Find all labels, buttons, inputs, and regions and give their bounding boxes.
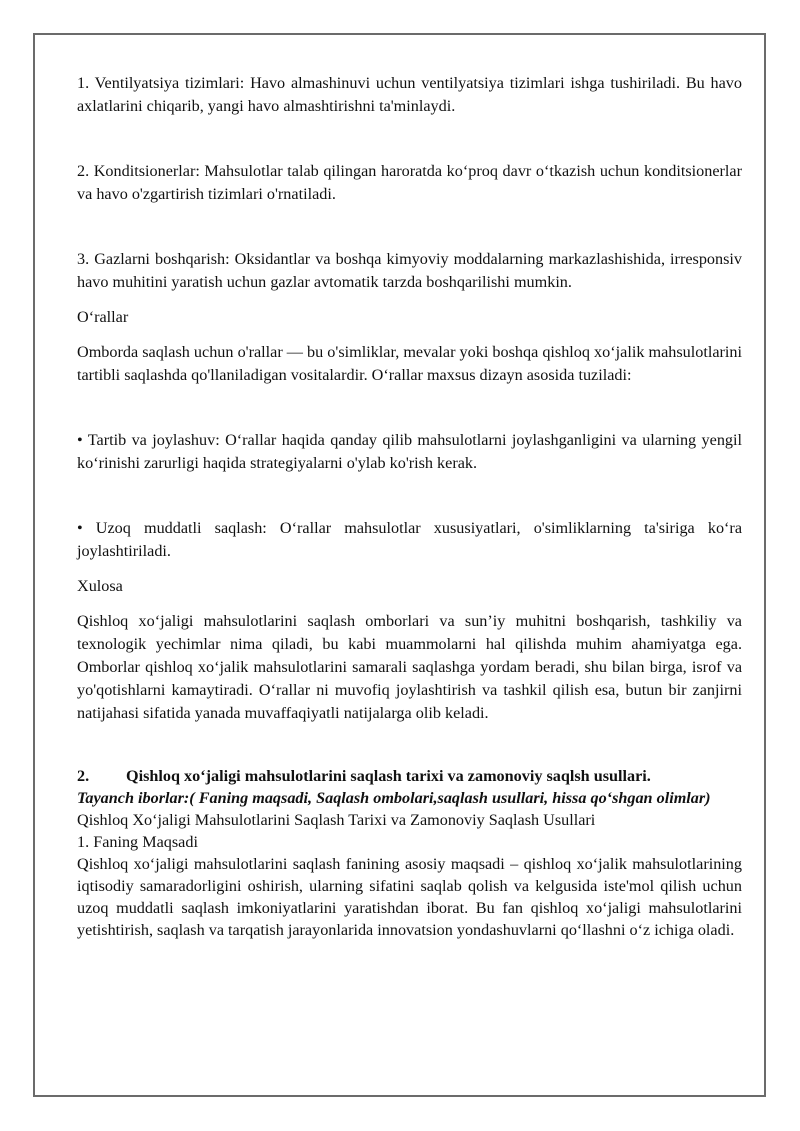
bullet-arrangement: • Tartib va joylashuv: O‘rallar haqida qanday qilib mahsulotlarni joylashganligini va ularning yengil ko‘rinishi zarurligi haqida strategiyalarni o'ylab ko'rish kerak. <box>77 431 742 472</box>
paragraph-orallar: Omborda saqlash uchun o'rallar — bu o'simliklar, mevalar yoki boshqa qishloq xo‘jalik mahsulotlarini tartibli saqlashda qo'llaniladigan vositalardir. O‘rallar maxsus dizayn asosida tuziladi: <box>77 343 742 384</box>
document-body <box>77 72 742 941</box>
keywords-line: Tayanch iborlar:( Faning maqsadi, Saqlash ombolari,saqlash usullari, hissa qo‘shgan olimlar) <box>77 789 711 807</box>
paragraph-conclusion: Qishloq xo‘jaligi mahsulotlarini saqlash omborlari va sun’iy muhitni boshqarish, tashkiliy va texnologik yechimlar nima qiladi, bu kabi muammolarni hal qilishda muhim ahamiyatga ega. Omborlar qishloq xo‘jalik mahsulotlarini samarali saqlashga yordam beradi, shu bilan birga, isrof va yo'qotishlarni kamaytiradi. O‘rallar ni muvofiq joylashtirish va tashkil qilish esa, butun bir zanjirni natijahasi sifatida yanada muvaffaqiyatli natijalarga olib keladi. <box>77 612 742 722</box>
section-number: 2. <box>77 767 90 785</box>
paragraph-gas-control: 3. Gazlarni boshqarish: Oksidantlar va boshqa kimyoviy moddalarning markazlashishida, irresponsiv havo muhitini yaratish uchun gazlar avtomatik tarzda boshqarilishi mumkin. <box>77 250 742 291</box>
bullet-long-term-storage: • Uzoq muddatli saqlash: O‘rallar mahsulotlar xususiyatlari, o'simliklarning ta'siriga ko‘ra joylashtiriladi. <box>77 519 742 560</box>
section-heading <box>77 765 742 787</box>
subtitle-xulosa: Xulosa <box>77 577 123 595</box>
paragraph-ventilation: 1. Ventilyatsiya tizimlari: Havo almashinuvi uchun ventilyatsiya tizimlari ishga tushiriladi. Bu havo axlatlarini chiqarib, yangi havo almashtirishni ta'minlaydi. <box>77 74 742 115</box>
paragraph-subject-goal: Qishloq xo‘jaligi mahsulotlarini saqlash fanining asosiy maqsadi – qishloq xo‘jalik mahsulotlarining iqtisodiy samaradorligini oshirish, ularning sifatini saqlab qolish va kelgusida iste'mol qilish uchun uzoq muddatli saqlash imkoniyatlarini yaratishdan iborat. Bu fan qishloq xo‘jaligi mahsulotlarini yetishtirish, saqlash va tarqatish jarayonlarida innovatsion yondashuvlarni qo‘llashni o‘z ichiga oladi. <box>77 855 742 939</box>
sub-heading-faning-maqsadi: 1. Faning Maqsadi <box>77 833 198 851</box>
paragraph-air-conditioners: 2. Konditsionerlar: Mahsulotlar talab qilingan haroratda ko‘proq davr o‘tkazish uchun konditsionerlar va havo o'zgartirish tizimlari o'rnatiladi. <box>77 162 742 203</box>
section-title: Qishloq xo‘jaligi mahsulotlarini saqlash tarixi va zamonoviy saqlsh usullari. <box>126 767 651 785</box>
subtitle-orallar: O‘rallar <box>77 308 129 326</box>
document-title: Qishloq Xo‘jaligi Mahsulotlarini Saqlash Tarixi va Zamonoviy Saqlash Usullari <box>77 811 596 829</box>
